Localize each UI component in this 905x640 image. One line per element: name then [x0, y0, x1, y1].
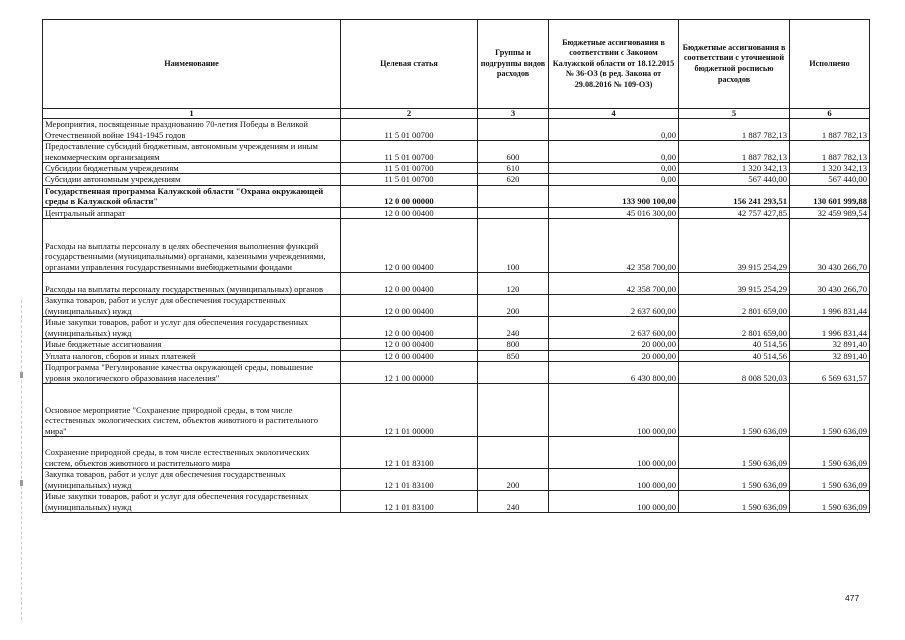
row-name-cell: Субсидии бюджетным учреждениям: [43, 163, 341, 174]
header-row: [43, 20, 870, 109]
row-budget-refined-cell: 1 590 636,09: [679, 491, 790, 513]
row-target-code-cell: 12 0 00 00000: [341, 185, 478, 207]
row-expense-group-cell: 240: [478, 317, 549, 339]
row-expense-group-cell: [478, 437, 549, 469]
row-budget-law-cell: 2 637 600,00: [549, 295, 679, 317]
row-budget-law-cell: 20 000,00: [549, 350, 679, 361]
row-executed-cell: 1 590 636,09: [790, 491, 870, 513]
row-name-cell: Закупка товаров, работ и услуг для обеспечения государственных (муниципальных) нужд: [43, 295, 341, 317]
row-target-code-cell: 12 0 00 00400: [341, 350, 478, 361]
column-number: 1: [43, 109, 341, 119]
row-budget-refined-cell: 1 590 636,09: [679, 469, 790, 491]
row-target-code-cell: 11 5 01 00700: [341, 174, 478, 185]
table-row: [43, 141, 870, 163]
binding-mark: [20, 372, 23, 378]
row-budget-refined-cell: 2 801 659,00: [679, 317, 790, 339]
row-budget-law-cell: 2 637 600,00: [549, 317, 679, 339]
row-budget-law-cell: 100 000,00: [549, 384, 679, 437]
row-budget-refined-cell: 2 801 659,00: [679, 295, 790, 317]
row-budget-refined-cell: 42 757 427,85: [679, 207, 790, 218]
row-target-code-cell: 12 1 01 83100: [341, 491, 478, 513]
row-budget-refined-cell: 39 915 254,29: [679, 219, 790, 273]
row-expense-group-cell: 120: [478, 273, 549, 295]
table-row: [43, 119, 870, 141]
row-executed-cell: 30 430 266,70: [790, 273, 870, 295]
header-budget-law: Бюджетные ассигнования в соответствии с Законом Калужской области от 18.12.2015 № 36-ОЗ (в ред. Закона от 29.08.2016 № 109-ОЗ): [549, 20, 679, 109]
row-budget-refined-cell: 567 440,00: [679, 174, 790, 185]
row-executed-cell: 1 320 342,13: [790, 163, 870, 174]
row-expense-group-cell: [478, 362, 549, 384]
row-expense-group-cell: 600: [478, 141, 549, 163]
row-expense-group-cell: [478, 119, 549, 141]
row-name-cell: Иные бюджетные ассигнования: [43, 339, 341, 350]
row-budget-law-cell: 20 000,00: [549, 339, 679, 350]
row-name-cell: Центральный аппарат: [43, 207, 341, 218]
table-row: [43, 174, 870, 185]
row-target-code-cell: 11 5 01 00700: [341, 119, 478, 141]
row-budget-law-cell: 133 900 100,00: [549, 185, 679, 207]
row-budget-law-cell: 42 358 700,00: [549, 219, 679, 273]
table-row: [43, 437, 870, 469]
row-executed-cell: 30 430 266,70: [790, 219, 870, 273]
row-executed-cell: 130 601 999,88: [790, 185, 870, 207]
row-expense-group-cell: 200: [478, 469, 549, 491]
row-expense-group-cell: 620: [478, 174, 549, 185]
column-number-row: [43, 109, 870, 119]
row-executed-cell: 1 887 782,13: [790, 141, 870, 163]
column-number: 5: [679, 109, 790, 119]
row-budget-law-cell: 100 000,00: [549, 437, 679, 469]
page-number: 477: [845, 593, 860, 603]
row-name-cell: Закупка товаров, работ и услуг для обеспечения государственных (муниципальных) нужд: [43, 469, 341, 491]
row-expense-group-cell: 200: [478, 295, 549, 317]
row-budget-refined-cell: 1 590 636,09: [679, 384, 790, 437]
row-executed-cell: 1 996 831,44: [790, 317, 870, 339]
row-name-cell: Расходы на выплаты персоналу государственных (муниципальных) органов: [43, 273, 341, 295]
binding-mark: [20, 480, 23, 486]
row-budget-law-cell: 0,00: [549, 163, 679, 174]
row-expense-group-cell: 240: [478, 491, 549, 513]
row-budget-refined-cell: 1 590 636,09: [679, 437, 790, 469]
row-budget-refined-cell: 40 514,56: [679, 339, 790, 350]
row-target-code-cell: 12 1 01 83100: [341, 469, 478, 491]
row-expense-group-cell: [478, 185, 549, 207]
row-name-cell: Сохранение природной среды, в том числе естественных экологических систем, объектов животного и растительного мира: [43, 437, 341, 469]
row-name-cell: Субсидии автономным учреждениям: [43, 174, 341, 185]
row-budget-law-cell: 100 000,00: [549, 469, 679, 491]
row-budget-refined-cell: 1 887 782,13: [679, 119, 790, 141]
budget-execution-table: [42, 19, 870, 513]
row-budget-law-cell: 45 016 300,00: [549, 207, 679, 218]
row-budget-law-cell: 0,00: [549, 119, 679, 141]
row-executed-cell: 32 459 989,54: [790, 207, 870, 218]
row-target-code-cell: 11 5 01 00700: [341, 163, 478, 174]
row-budget-law-cell: 6 430 800,00: [549, 362, 679, 384]
row-target-code-cell: 12 0 00 00400: [341, 273, 478, 295]
table-row: [43, 185, 870, 207]
row-executed-cell: 32 891,40: [790, 350, 870, 361]
table-row: [43, 295, 870, 317]
row-expense-group-cell: 850: [478, 350, 549, 361]
row-budget-law-cell: 100 000,00: [549, 491, 679, 513]
row-name-cell: Иные закупки товаров, работ и услуг для обеспечения государственных (муниципальных) нужд: [43, 491, 341, 513]
column-number: 3: [478, 109, 549, 119]
row-target-code-cell: 12 1 01 00000: [341, 384, 478, 437]
header-budget-refined: Бюджетные ассигнования в соответствии с уточненной бюджетной росписью расходов: [679, 20, 790, 109]
table-row: [43, 362, 870, 384]
column-number: 6: [790, 109, 870, 119]
table-row: [43, 219, 870, 273]
column-number: 4: [549, 109, 679, 119]
row-target-code-cell: 12 0 00 00400: [341, 207, 478, 218]
row-target-code-cell: 12 0 00 00400: [341, 339, 478, 350]
row-target-code-cell: 11 5 01 00700: [341, 141, 478, 163]
table-row: [43, 207, 870, 218]
row-name-cell: Иные закупки товаров, работ и услуг для обеспечения государственных (муниципальных) нужд: [43, 317, 341, 339]
row-budget-law-cell: 0,00: [549, 141, 679, 163]
row-budget-refined-cell: 40 514,56: [679, 350, 790, 361]
table-row: [43, 491, 870, 513]
row-name-cell: Государственная программа Калужской области "Охрана окружающей среды в Калужской области": [43, 185, 341, 207]
table-row: [43, 384, 870, 437]
row-name-cell: Уплата налогов, сборов и иных платежей: [43, 350, 341, 361]
table-row: [43, 469, 870, 491]
row-name-cell: Подпрограмма "Регулирование качества окружающей среды, повышение уровня экологического образования населения": [43, 362, 341, 384]
row-executed-cell: 1 887 782,13: [790, 119, 870, 141]
table-row: [43, 273, 870, 295]
row-executed-cell: 1 590 636,09: [790, 469, 870, 491]
table-row: [43, 339, 870, 350]
row-expense-group-cell: 100: [478, 219, 549, 273]
column-number: 2: [341, 109, 478, 119]
row-budget-refined-cell: 156 241 293,51: [679, 185, 790, 207]
row-executed-cell: 1 996 831,44: [790, 295, 870, 317]
row-target-code-cell: 12 0 00 00400: [341, 295, 478, 317]
table-body: [43, 119, 870, 513]
row-expense-group-cell: 800: [478, 339, 549, 350]
row-budget-refined-cell: 8 008 520,03: [679, 362, 790, 384]
row-budget-refined-cell: 39 915 254,29: [679, 273, 790, 295]
row-target-code-cell: 12 0 00 00400: [341, 219, 478, 273]
row-budget-law-cell: 42 358 700,00: [549, 273, 679, 295]
row-name-cell: Основное мероприятие "Сохранение природной среды, в том числе естественных экологических систем, объектов животного и растительного мира": [43, 384, 341, 437]
row-expense-group-cell: 610: [478, 163, 549, 174]
table-row: [43, 350, 870, 361]
row-executed-cell: 567 440,00: [790, 174, 870, 185]
row-budget-refined-cell: 1 887 782,13: [679, 141, 790, 163]
row-budget-law-cell: 0,00: [549, 174, 679, 185]
row-expense-group-cell: [478, 384, 549, 437]
row-expense-group-cell: [478, 207, 549, 218]
header-name: Наименование: [43, 20, 341, 109]
header-executed: Исполнено: [790, 20, 870, 109]
row-target-code-cell: 12 1 00 00000: [341, 362, 478, 384]
row-budget-refined-cell: 1 320 342,13: [679, 163, 790, 174]
row-target-code-cell: 12 1 01 83100: [341, 437, 478, 469]
table-row: [43, 163, 870, 174]
row-executed-cell: 1 590 636,09: [790, 384, 870, 437]
row-executed-cell: 6 569 631,57: [790, 362, 870, 384]
row-name-cell: Мероприятия, посвященные празднованию 70-летия Победы в Великой Отечественной войне 1941-1945 годов: [43, 119, 341, 141]
row-name-cell: Расходы на выплаты персоналу в целях обеспечения выполнения функций государственными (муниципальными) органами, казенными учреждениями, органами управления государственными внебюджетными фондами: [43, 219, 341, 273]
row-name-cell: Предоставление субсидий бюджетным, автономным учреждениям и иным некоммерческим организациям: [43, 141, 341, 163]
header-expense-group: Группы и подгруппы видов расходов: [478, 20, 549, 109]
row-executed-cell: 1 590 636,09: [790, 437, 870, 469]
row-executed-cell: 32 891,40: [790, 339, 870, 350]
row-target-code-cell: 12 0 00 00400: [341, 317, 478, 339]
table-row: [43, 317, 870, 339]
header-target-code: Целевая статья: [341, 20, 478, 109]
binding-edge-line: [21, 300, 23, 620]
